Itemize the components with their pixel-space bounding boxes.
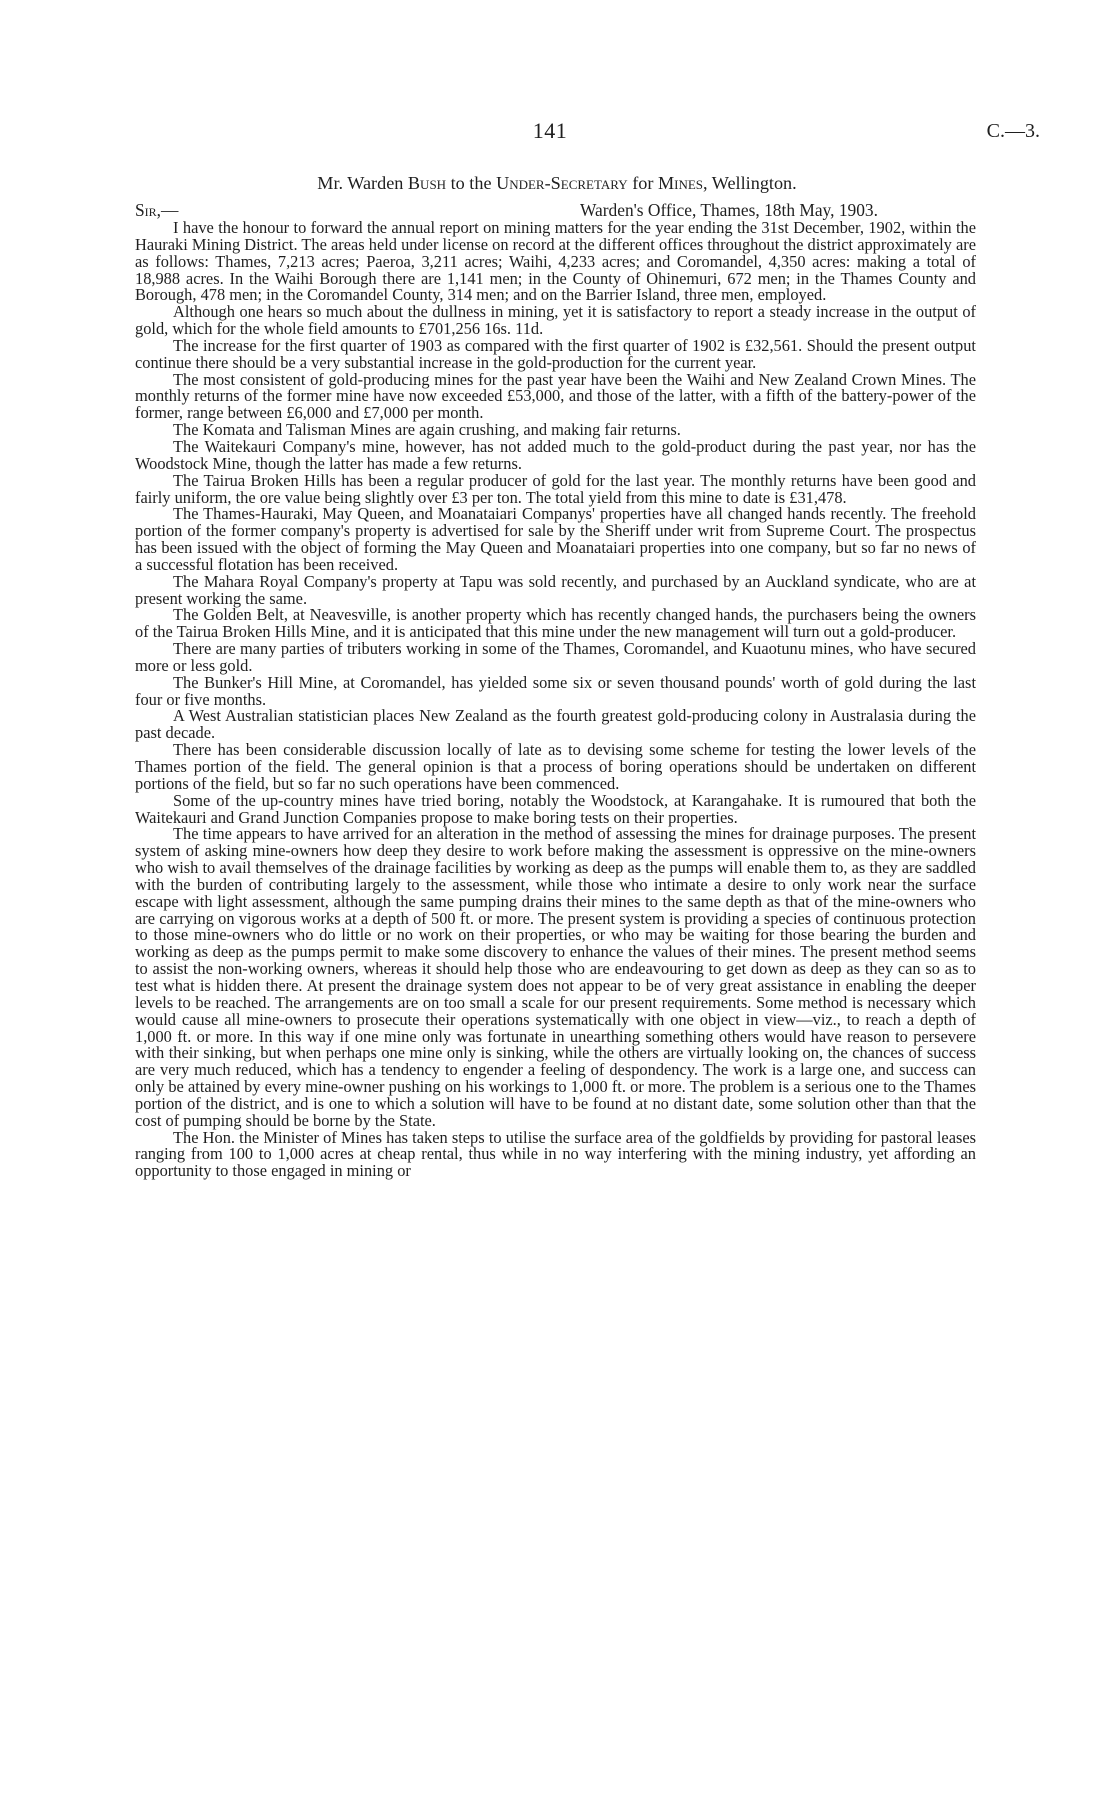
paragraph: A West Australian statistician places New Zealand as the fourth greatest gold-producing colony in Australasia during the past decade. [135, 706, 976, 743]
heading-dept: Mines [657, 173, 704, 193]
heading-for: for [627, 173, 658, 193]
paragraph: The most consistent of gold-producing mines for the past year have been the Waihi and New Zealand Crown Mines. The monthly returns of the former mine have now exceeded £53,000, and those of the latter, with a fifth of the battery-power of the former, range between £6,000 and £7,000 per month. [135, 369, 976, 423]
heading-suffix: , Wellington. [703, 173, 797, 193]
document-reference: C.—3. [986, 120, 1040, 142]
paragraph: There has been considerable discussion locally of late as to devising some scheme for testing the lower levels of the Thames portion of the field. The general opinion is that a process of boring operations should be undertaken on different portions of the field, but so far no such operations have been commenced. [135, 740, 976, 793]
letter-body [135, 220, 976, 1180]
paragraph: The Tairua Broken Hills has been a regular producer of gold for the last year. The monthly returns have been good and fairly uniform, the ore value being slightly over £3 per ton. The total yield from this mine to date is £31,478. [135, 470, 976, 507]
paragraph: The Golden Belt, at Neavesville, is another property which has recently changed hands, the purchasers being the owners of the Tairua Broken Hills Mine, and it is anticipated that this mine under the new management will turn out a gold-producer. [135, 605, 976, 642]
paragraph: The increase for the first quarter of 1903 as compared with the first quarter of 1902 is £32,561. Should the present output continue there should be a very substantial increase in the gold-production for the current year. [135, 335, 976, 372]
page-number: 141 [532, 118, 568, 143]
paragraph: I have the honour to forward the annual report on mining matters for the year ending the 31st December, 1902, within the Hauraki Mining District. The areas held under license on record at the different offices throughout the district approximately are as follows: Thames, 7,213 acres; Paeroa, 3,211 acres; Waihi, 4,233 acres; and Coromandel, 4,350 acres: making a total of 18,988 acres. In the Waihi Borough there are 1,141 men; in the County of Ohinemuri, 672 men; in the Thames County and Borough, 478 men; in the Coromandel County, 314 men; and on the Barrier Island, three men, employed. [135, 218, 976, 305]
paragraph: Some of the up-country mines have tried boring, notably the Woodstock, at Karangahake. It is rumoured that both the Waitekauri and Grand Junction Companies propose to make boring tests on their properties. [135, 790, 976, 827]
heading-recipient: Under-Secretary [496, 173, 628, 193]
heading-name: Bush [407, 173, 447, 193]
paragraph: The Bunker's Hill Mine, at Coromandel, has yielded some six or seven thousand pounds' worth of gold during the last four or five months. [135, 672, 976, 709]
paragraph: The Hon. the Minister of Mines has taken steps to utilise the surface area of the goldfields by providing for pastoral leases ranging from 100 to 1,000 acres at cheap rental, thus while in no way interfering with the mining industry, yet affording an opportunity to those engaged in mining or [135, 1127, 976, 1181]
paragraph: The Waitekauri Company's mine, however, has not added much to the gold-product during the past year, nor has the Woodstock Mine, though the latter has made a few returns. [135, 436, 976, 473]
from-line: Warden's Office, Thames, 18th May, 1903. [580, 200, 878, 220]
paragraph: The time appears to have arrived for an alteration in the method of assessing the mines for drainage purposes. The present system of asking mine-owners how deep they desire to work before making the assessment is oppressive on the mine-owners who wish to avail themselves of the drainage facilities by working as deep as the pumps will enable them to, as they are saddled with the burden of contributing largely to the assessment, while those who intimate a desire to only work near the surface escape with light assessment, although the same pumping drains their mines to the same depth as that of the mine-owners who are carrying on vigorous works at a depth of 500 ft. or more. The present system is providing a species of continuous protection to those mine-owners who do little or no work on their properties, or who may be waiting for those bearing the burden and working as deep as the pumps permit to make some discovery to enhance the values of their mines. The present method seems to assist the non-working owners, whereas it should help those who are endeavouring to get down as deep as they can so as to test what is hidden there. At present the drainage system does not appear to be of very great assistance in enabling the deeper levels to be reached. The arrangements are on too small a scale for our present requirements. Some method is necessary which would cause all mine-owners to prosecute their operations systematically with one object in view—viz., to reach a depth of 1,000 ft. or more. In this way if one mine only was fortunate in unearthing something others would have reason to persevere with their sinking, but when perhaps one mine only is sinking, while the others are virtually looking on, the chances of success are very much reduced, which has a tendency to engender a feeling of despondency. The work is a large one, and success can only be attained by every mine-owner pushing on his workings to 1,000 ft. or more. The problem is a serious one to the Thames portion of the district, and is one to which a solution will have to be found at no distant date, some solution other than that the cost of pumping should be borne by the State. [135, 824, 976, 1130]
heading-mid: to the [446, 173, 497, 193]
paragraph: Although one hears so much about the dullness in mining, yet it is satisfactory to report a steady increase in the output of gold, which for the whole field amounts to £701,256 16s. 11d. [135, 302, 976, 339]
letter-heading [0, 173, 1114, 194]
paragraph: The Mahara Royal Company's property at Tapu was sold recently, and purchased by an Auckland syndicate, who are at present working the same. [135, 571, 976, 608]
paragraph: There are many parties of tributers working in some of the Thames, Coromandel, and Kuaotunu mines, who have secured more or less gold. [135, 639, 976, 675]
paragraph: The Komata and Talisman Mines are again crushing, and making fair returns. [173, 420, 681, 440]
paragraph: The Thames-Hauraki, May Queen, and Moanataiari Companys' properties have all changed hands recently. The freehold portion of the former company's property is advertised for sale by the Sheriff under writ from Supreme Court. The prospectus has been issued with the object of forming the May Queen and Moanataiari properties into one company, but so far no news of a successful flotation has been received. [135, 504, 976, 574]
salutation: Sir,— [135, 200, 179, 220]
heading-prefix: Mr. Warden [317, 173, 408, 193]
